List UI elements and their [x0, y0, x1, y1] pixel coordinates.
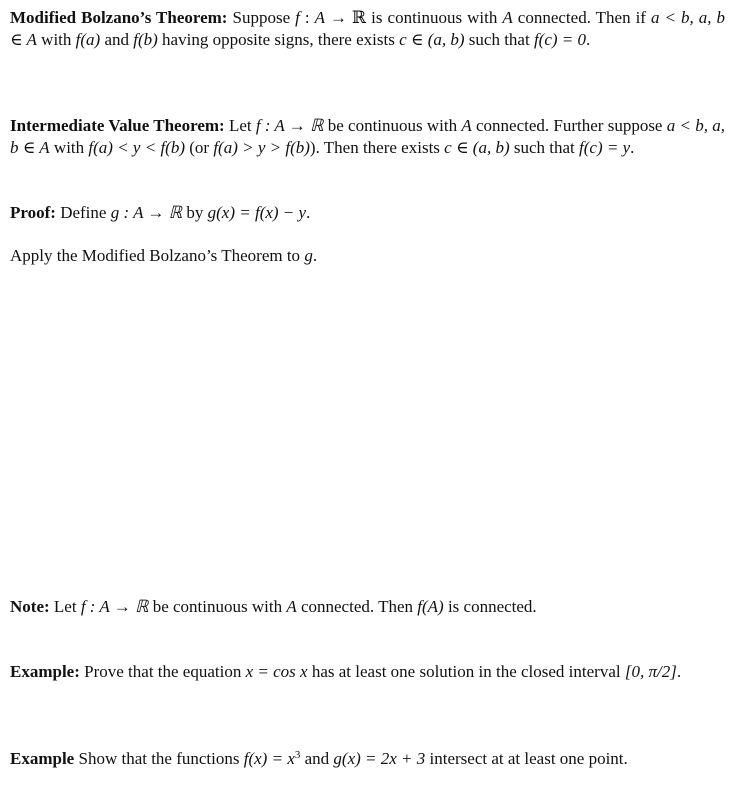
math-fA: f(A)	[417, 597, 444, 616]
math-fc-y: f(c) = y	[579, 138, 631, 157]
text: intersect at at least one point.	[425, 749, 628, 768]
apply-theorem-line	[10, 245, 725, 267]
text: by	[182, 203, 208, 222]
math-map: f : A → ℝ	[80, 597, 149, 616]
math-condition: f(a) < y < f(b)	[88, 138, 185, 157]
text: having opposite signs, there exists	[157, 30, 400, 49]
math-c-in-interval: c ∈ (a, b)	[399, 30, 465, 49]
math-A: A	[286, 597, 297, 616]
example-1	[10, 661, 725, 683]
note	[10, 596, 725, 618]
math-fb: f(b)	[133, 30, 158, 49]
math-interval: [0, π/2]	[624, 662, 677, 681]
math-inequality: a < b, a, b ∈ A	[10, 8, 725, 49]
math-inequality: a < b, a, b ∈ A	[10, 116, 725, 157]
note-label: Note:	[10, 597, 50, 616]
example-label: Example:	[10, 662, 80, 681]
math-A: A	[461, 116, 472, 135]
theorem-label: Modified Bolzano’s Theorem:	[10, 8, 228, 27]
text: Prove that the equation	[79, 662, 246, 681]
math-c-in-interval: c ∈ (a, b)	[444, 138, 510, 157]
math-fc-zero: f(c) = 0	[533, 30, 586, 49]
text: is continuous with	[366, 8, 503, 27]
text: such that	[464, 30, 534, 49]
example-2	[10, 748, 725, 770]
text: is connected.	[443, 597, 537, 616]
math-exponent: 3	[294, 749, 301, 761]
text: be continuous with	[323, 116, 462, 135]
math-g-definition: g(x) = 2x + 3	[333, 749, 426, 768]
text: Show that the functions	[74, 749, 244, 768]
text: connected. Then if	[512, 8, 651, 27]
text: and	[100, 30, 134, 49]
math-condition-alt: f(a) > y > f(b)	[213, 138, 310, 157]
text: .	[306, 203, 311, 222]
text: .	[676, 662, 682, 681]
intermediate-value-theorem	[10, 115, 725, 159]
math-f: f	[295, 8, 300, 27]
text: with	[36, 30, 76, 49]
math-fa: f(a)	[75, 30, 101, 49]
text: .	[312, 246, 318, 265]
math-R: ℝ	[352, 8, 367, 27]
text: (or	[185, 138, 214, 157]
math-arrow: →	[325, 8, 353, 27]
math-A: A	[502, 8, 513, 27]
theorem-label: Intermediate Value Theorem:	[10, 116, 225, 135]
math-colon: :	[299, 8, 315, 27]
math-map: f : A → ℝ	[255, 116, 324, 135]
proof-label: Proof:	[10, 203, 56, 222]
example-label: Example	[10, 749, 75, 768]
text: Define	[55, 203, 111, 222]
math-map: g : A → ℝ	[110, 203, 183, 222]
math-equation: x = cos x	[245, 662, 308, 681]
math-f-definition: f(x) = x	[243, 749, 295, 768]
text: ). Then there exists	[309, 138, 445, 157]
text: be continuous with	[148, 597, 287, 616]
text: connected. Further suppose	[471, 116, 667, 135]
math-A: A	[314, 8, 325, 27]
text: with	[49, 138, 89, 157]
text: .	[630, 138, 635, 157]
text: Let	[224, 116, 256, 135]
text: Suppose	[227, 8, 296, 27]
text: Let	[49, 597, 81, 616]
text: and	[300, 749, 334, 768]
text: such that	[509, 138, 580, 157]
modified-bolzano-theorem	[10, 7, 725, 51]
proof	[10, 202, 725, 224]
text: has at least one solution in the closed interval	[307, 662, 625, 681]
math-g: g	[304, 246, 313, 265]
text: .	[586, 30, 591, 49]
text: Apply the Modified Bolzano’s Theorem to	[10, 246, 305, 265]
math-definition: g(x) = f(x) − y	[207, 203, 307, 222]
text: connected. Then	[296, 597, 418, 616]
